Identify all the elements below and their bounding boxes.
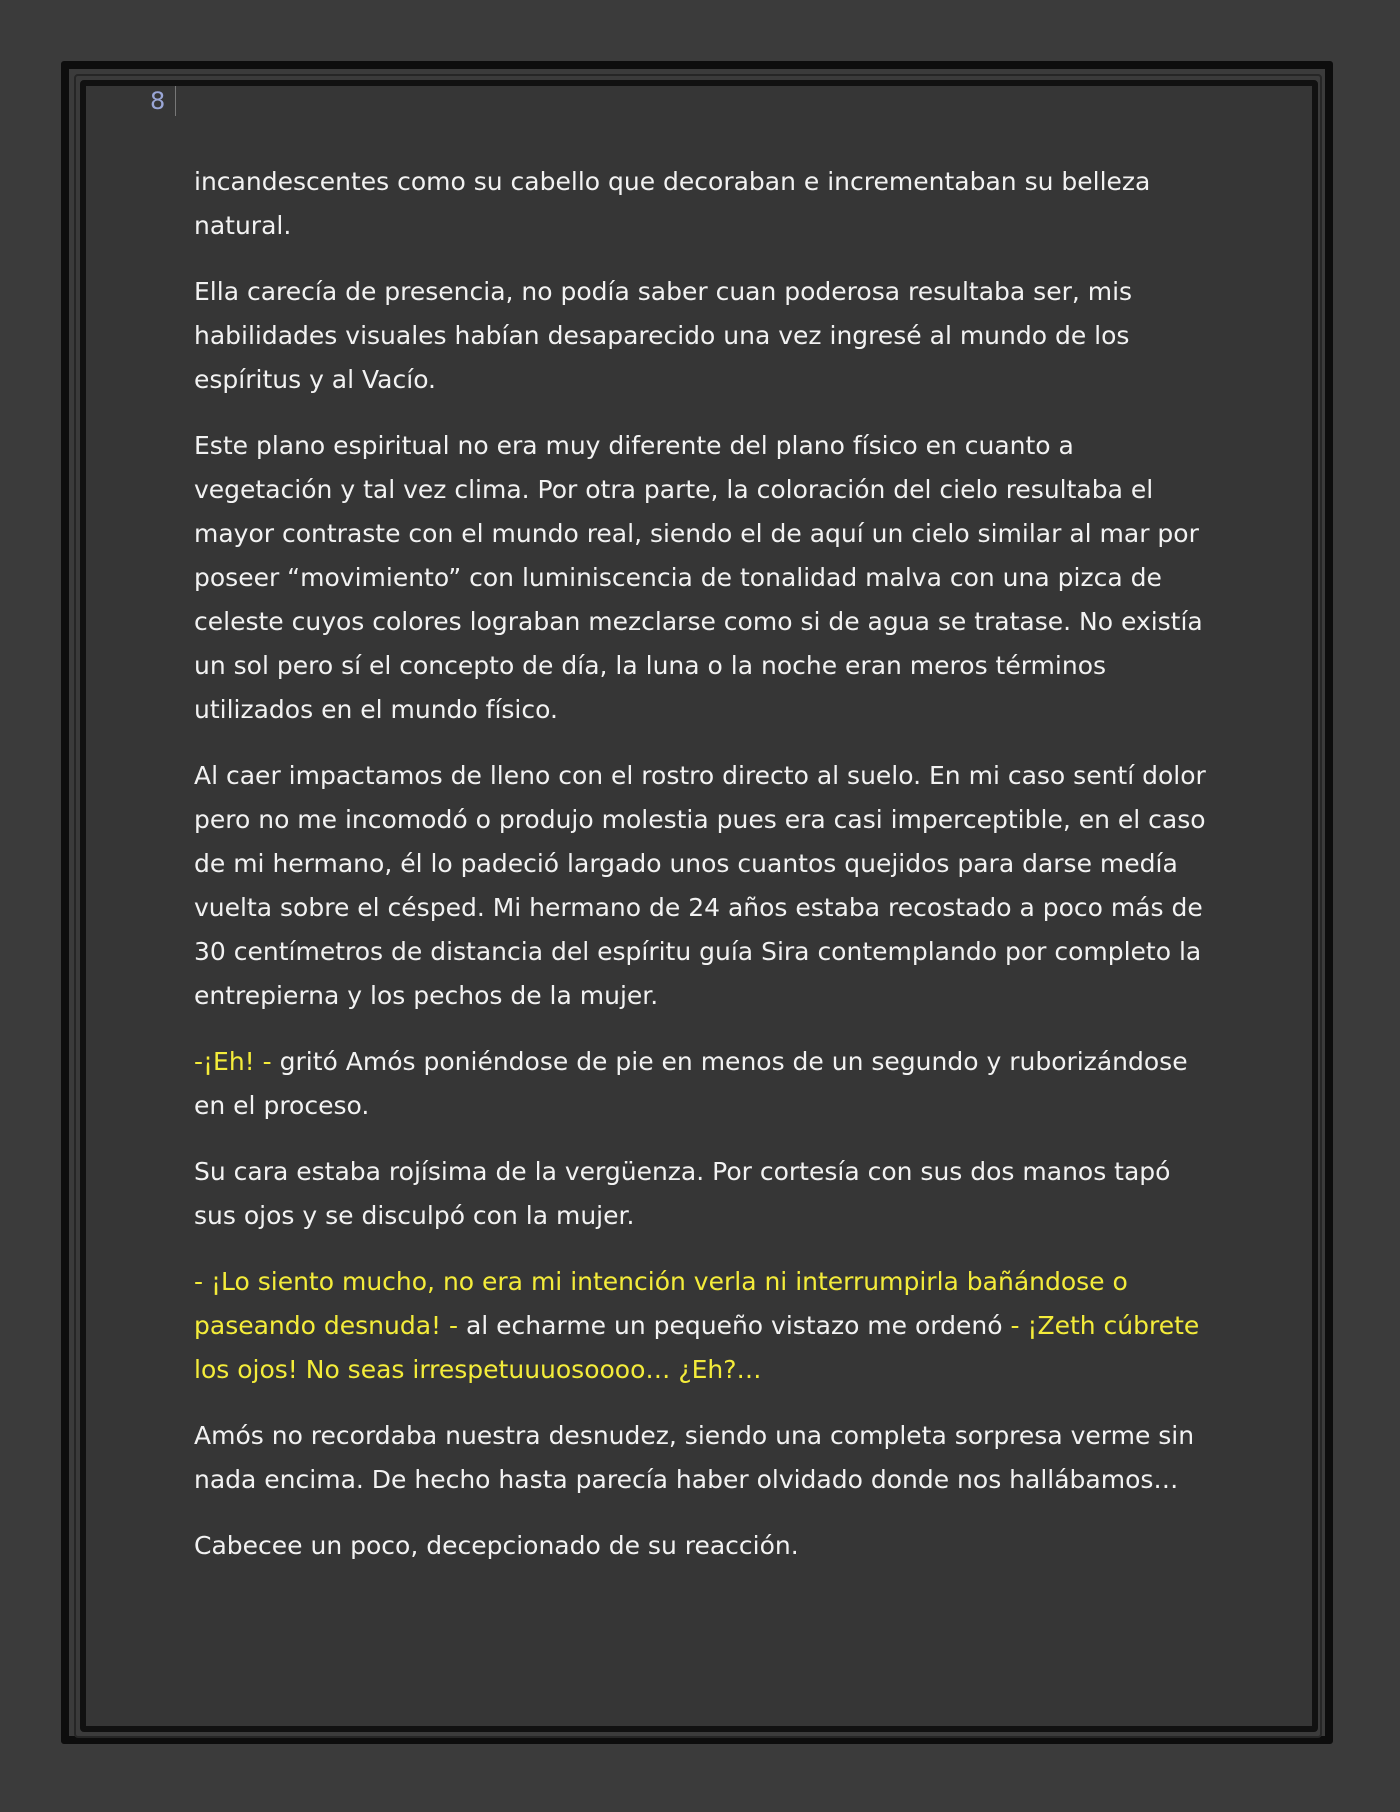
narration-text: gritó Amós poniéndose de pie en menos de un segundo y ruborizándose en el proceso. (194, 1047, 1188, 1120)
paragraph (194, 1260, 1210, 1392)
dialogue-text: - ¡Lo siento mucho, no era mi intención verla ni interrumpirla bañándose o paseando desnuda! - (194, 1267, 1128, 1340)
page-number: 8 (150, 86, 176, 116)
paragraph (194, 754, 1210, 1018)
narration-text: Ella carecía de presencia, no podía saber cuan poderosa resultaba ser, mis habilidades visuales habían desaparecido una vez ingresé al mundo de los espíritus y al Vacío. (194, 277, 1133, 394)
narration-text: Este plano espiritual no era muy diferente del plano físico en cuanto a vegetación y tal vez clima. Por otra parte, la coloración del cielo resultaba el mayor contraste con el mundo real, siendo el de aquí un cielo similar al mar por poseer “movimiento” con luminiscencia de tonalidad malva con una pizca de celeste cuyos colores lograban mezclarse como si de agua se tratase. No existía un sol pero sí el concepto de día, la luna o la noche eran meros términos utilizados en el mundo físico. (194, 431, 1203, 724)
paragraph (194, 270, 1210, 402)
paragraph (194, 1414, 1210, 1502)
paragraph (194, 1040, 1210, 1128)
narration-text: Al caer impactamos de lleno con el rostro directo al suelo. En mi caso sentí dolor pero no me incomodó o produjo molestia pues era casi imperceptible, en el caso de mi hermano, él lo padeció largado unos cuantos quejidos para darse medía vuelta sobre el césped. Mi hermano de 24 años estaba recostado a poco más de 30 centímetros de distancia del espíritu guía Sira contemplando por completo la entrepierna y los pechos de la mujer. (194, 761, 1206, 1010)
story-text (194, 160, 1210, 1590)
narration-text: incandescentes como su cabello que decoraban e incrementaban su belleza natural. (194, 167, 1151, 240)
narration-text: al echarme un pequeño vistazo me ordenó (458, 1311, 1011, 1340)
paragraph (194, 1150, 1210, 1238)
dialogue-text: - ¡Zeth cúbrete los ojos! No seas irrespetuuuosoooo… ¿Eh?… (194, 1311, 1200, 1384)
dialogue-text: -¡Eh! - (194, 1047, 272, 1076)
paragraph (194, 1524, 1210, 1568)
narration-text: Cabecee un poco, decepcionado de su reacción. (194, 1531, 799, 1560)
paragraph (194, 160, 1210, 248)
paragraph (194, 424, 1210, 732)
narration-text: Amós no recordaba nuestra desnudez, siendo una completa sorpresa verme sin nada encima. De hecho hasta parecía haber olvidado donde nos hallábamos… (194, 1421, 1195, 1494)
narration-text: Su cara estaba rojísima de la vergüenza. Por cortesía con sus dos manos tapó sus ojos y se disculpó con la mujer. (194, 1157, 1171, 1230)
